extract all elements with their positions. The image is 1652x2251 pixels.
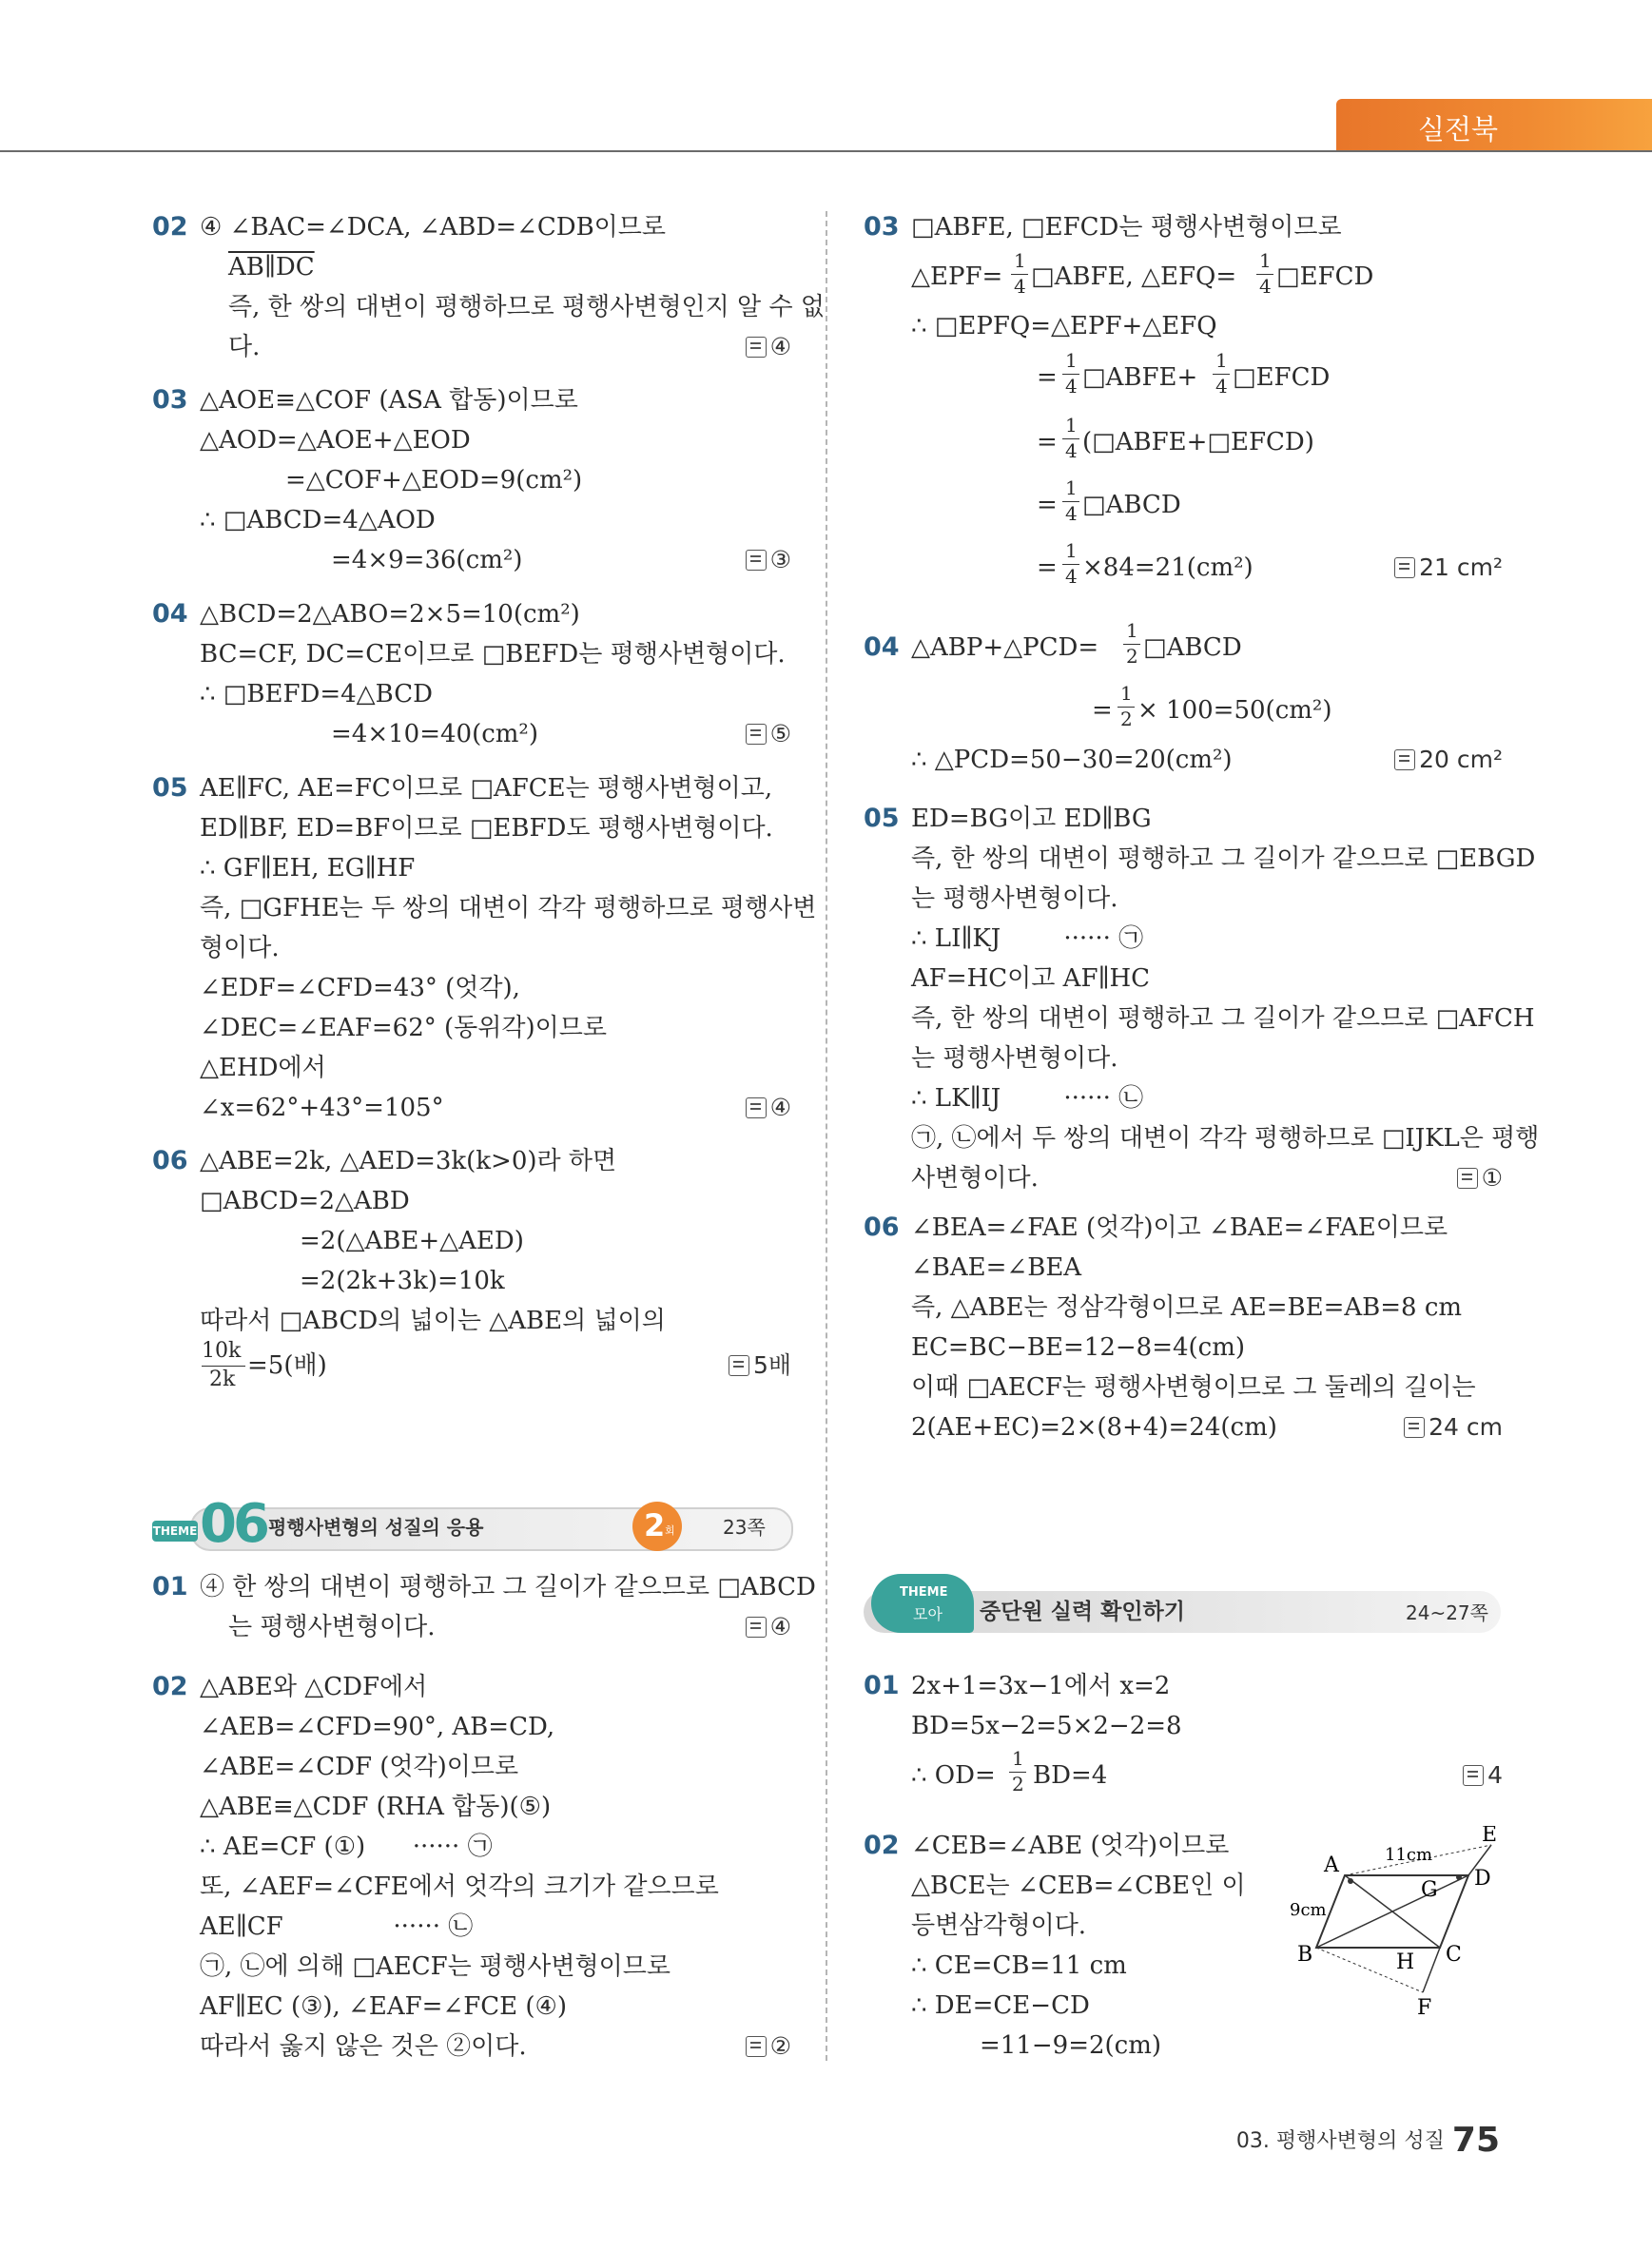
line: ∴ □ABCD=4△AOD — [200, 506, 436, 534]
fraction-denominator: 2k — [209, 1368, 236, 1391]
answer-icon — [746, 1617, 767, 1638]
line: □ABCD=2△ABD — [200, 1187, 410, 1215]
length-top: 11cm — [1385, 1845, 1433, 1865]
line: 2x+1=3x−1에서 x=2 — [911, 1672, 1171, 1700]
line: BD=4 — [1033, 1761, 1108, 1790]
line: 등변삼각형이다. — [911, 1911, 1087, 1940]
answer-value: ③ — [769, 546, 791, 573]
fraction-numerator: 1 — [1014, 249, 1026, 272]
line: ∠EDF=∠CFD=43° (엇각), — [200, 974, 520, 1002]
fraction-denominator: 4 — [1259, 275, 1272, 298]
answer-icon — [746, 550, 767, 571]
fraction-denominator: 4 — [1065, 439, 1078, 462]
answer — [729, 1346, 791, 1386]
line: =5(배) — [247, 1351, 327, 1380]
line: ㉠, ㉡에서 두 쌍의 대변이 각각 평행하므로 □IJKL은 평행 — [911, 1124, 1540, 1153]
theme-title: 중단원 실력 확인하기 — [980, 1600, 1185, 1624]
line: ∴ GF∥EH, EG∥HF — [200, 854, 416, 883]
line: □ABFE, △EFQ= — [1031, 262, 1237, 291]
fraction-numerator: 1 — [1012, 1747, 1024, 1770]
label-g: G — [1421, 1878, 1438, 1902]
line: △ABE와 △CDF에서 — [200, 1673, 428, 1701]
answer-value: ④ — [769, 333, 791, 360]
line: =4×9=36(cm²) — [331, 546, 523, 574]
line: BC=CF, DC=CE이므로 □BEFD는 평행사변형이다. — [200, 640, 786, 669]
round-number: 2 — [644, 1507, 666, 1543]
fraction-denominator: 2 — [1120, 708, 1133, 730]
answer — [1457, 1158, 1503, 1198]
theme-badge-label: THEME — [900, 1585, 948, 1600]
line: ×84=21(cm²) — [1082, 553, 1254, 582]
fraction-bar — [202, 1366, 245, 1367]
column-divider — [826, 211, 827, 2061]
answer — [1394, 548, 1503, 588]
line: △AOD=△AOE+△EOD — [200, 426, 471, 455]
page-footer — [1236, 2121, 1500, 2160]
answer-value: 21 cm² — [1419, 553, 1503, 581]
line: □EFCD — [1276, 262, 1374, 291]
fraction-denominator: 2 — [1126, 645, 1138, 668]
fraction-numerator: 1 — [1126, 619, 1138, 642]
problem-number: 03 — [152, 385, 188, 415]
line: ∠BAE=∠BEA — [911, 1253, 1082, 1282]
line: ∴ CE=CB=11 cm — [911, 1951, 1127, 1980]
line: 다. — [228, 333, 261, 361]
equals: = — [1037, 363, 1058, 392]
answer-value: ② — [769, 2032, 791, 2060]
problem-number: 02 — [152, 1672, 188, 1701]
line: △EHD에서 — [200, 1054, 326, 1082]
line: 2(AE+EC)=2×(8+4)=24(cm) — [911, 1413, 1277, 1442]
label-e: E — [1482, 1826, 1498, 1847]
answer — [1463, 1756, 1503, 1795]
header-rule — [0, 150, 1652, 152]
answer-icon — [1457, 1168, 1478, 1189]
line: ∠BEA=∠FAE (엇각)이고 ∠BAE=∠FAE이므로 — [911, 1213, 1448, 1242]
answer-icon — [1394, 557, 1415, 578]
fraction-denominator: 2 — [1012, 1773, 1024, 1795]
line: ∠DEC=∠EAF=62° (동위각)이므로 — [200, 1014, 607, 1042]
line: BD=5x−2=5×2−2=8 — [911, 1712, 1182, 1740]
answer — [746, 540, 791, 580]
page-number: 75 — [1451, 2121, 1500, 2160]
line: 즉, 한 쌍의 대변이 평행하고 그 길이가 같으므로 □AFCH — [911, 1004, 1535, 1033]
problem-number: 02 — [864, 1831, 900, 1860]
header-tab-label: 실전북 — [1418, 113, 1499, 146]
answer-value: 5배 — [752, 1351, 791, 1379]
line: × 100=50(cm²) — [1137, 696, 1332, 725]
line: 따라서 옳지 않은 것은 ②이다. — [200, 2032, 527, 2061]
line: AE∥CF ······ ㉡ — [200, 1912, 474, 1941]
fraction-numerator: 1 — [1065, 539, 1078, 562]
line: 사변형이다. — [911, 1164, 1039, 1193]
fraction-denominator: 4 — [1065, 375, 1078, 398]
theme-page: 24~27쪽 — [1406, 1601, 1488, 1624]
answer — [746, 327, 791, 367]
problem-number: 06 — [864, 1213, 900, 1242]
problem-number: 01 — [152, 1572, 188, 1601]
equals: = — [1037, 553, 1058, 582]
line: 즉, □GFHE는 두 쌍의 대변이 각각 평행하므로 평행사변 — [200, 894, 817, 922]
fraction-numerator: 1 — [1120, 682, 1133, 705]
line: ④ 한 쌍의 대변이 평행하고 그 길이가 같으므로 □ABCD — [200, 1573, 816, 1601]
label-d: D — [1474, 1867, 1491, 1891]
theme-title: 평행사변형의 성질의 응용 — [268, 1516, 484, 1539]
answer — [746, 1088, 791, 1128]
theme-06-header — [152, 1493, 791, 1555]
theme-number: 06 — [200, 1493, 266, 1555]
footer-chapter: 03. 평행사변형의 성질 — [1235, 2129, 1445, 2153]
line: ∠x=62°+43°=105° — [200, 1094, 444, 1122]
fraction-numerator: 1 — [1259, 249, 1272, 272]
line: 이때 □AECF는 평행사변형이므로 그 둘레의 길이는 — [911, 1373, 1476, 1402]
line: 는 평행사변형이다. — [228, 1613, 436, 1641]
line: ∴ OD= — [911, 1761, 996, 1790]
line: (□ABFE+□EFCD) — [1082, 428, 1314, 456]
line: =2(△ABE+△AED) — [300, 1227, 524, 1255]
line: 즉, 한 쌍의 대변이 평행하고 그 길이가 같으므로 □EBGD — [911, 844, 1536, 873]
theme-page: 23쪽 — [723, 1516, 766, 1539]
problem-number: 04 — [152, 599, 188, 629]
answer — [746, 714, 791, 754]
answer-value: 24 cm — [1428, 1413, 1503, 1441]
problem-number: 04 — [864, 632, 900, 662]
line: ∠CEB=∠ABE (엇각)이므로 — [911, 1832, 1230, 1860]
fraction-denominator: 4 — [1065, 502, 1078, 525]
line: 형이다. — [200, 934, 280, 962]
answer — [746, 1607, 791, 1647]
equals: = — [1037, 491, 1058, 519]
line: =11−9=2(cm) — [980, 2031, 1162, 2060]
line: △ABE=2k, △AED=3k(k>0)라 하면 — [200, 1147, 617, 1175]
line: 는 평행사변형이다. — [911, 1044, 1118, 1073]
fraction-numerator: 1 — [1065, 349, 1078, 372]
round-suffix: 회 — [665, 1524, 675, 1537]
line: □ABFE+ — [1082, 363, 1198, 392]
problem-number: 05 — [152, 773, 188, 803]
length-left: 9cm — [1290, 1900, 1327, 1920]
line: =△COF+△EOD=9(cm²) — [285, 466, 583, 495]
answer-value: 20 cm² — [1419, 746, 1503, 773]
line: △ABP+△PCD= — [911, 633, 1099, 662]
line: ∴ DE=CE−CD — [911, 1991, 1090, 2020]
fraction-denominator: 4 — [1215, 375, 1228, 398]
problem-number: 02 — [152, 212, 188, 242]
answer-icon — [1394, 749, 1415, 770]
line: △EPF= — [911, 262, 1003, 291]
problem-number: 05 — [864, 804, 900, 833]
label-b: B — [1297, 1943, 1313, 1967]
fraction-denominator: 4 — [1014, 275, 1026, 298]
line: 따라서 □ABCD의 넓이는 △ABE의 넓이의 — [200, 1307, 666, 1335]
header-tab — [1336, 99, 1652, 150]
label-h: H — [1396, 1950, 1415, 1974]
line: ∴ △PCD=50−30=20(cm²) — [911, 746, 1233, 774]
theme-badge-label2: 모아 — [913, 1605, 943, 1623]
answer-value: ④ — [769, 1094, 791, 1121]
fraction-denominator: 4 — [1065, 565, 1078, 588]
answer-icon — [746, 724, 767, 745]
equals: = — [1037, 428, 1058, 456]
line: □EFCD — [1233, 363, 1331, 392]
answer-icon — [746, 2036, 767, 2057]
line: =2(2k+3k)=10k — [300, 1267, 505, 1295]
answer-value: 4 — [1487, 1761, 1503, 1789]
answer-icon — [1404, 1417, 1425, 1438]
equals: = — [1092, 696, 1113, 725]
answer — [1404, 1407, 1503, 1447]
line: EC=BC−BE=12−8=4(cm) — [911, 1333, 1246, 1362]
answer-value: ⑤ — [769, 720, 791, 747]
line: □ABCD — [1082, 491, 1181, 519]
line: AE∥FC, AE=FC이므로 □AFCE는 평행사변형이고, — [200, 774, 773, 803]
line: ∴ LK∥IJ ······ ㉡ — [911, 1084, 1144, 1113]
problem-number: 01 — [864, 1671, 900, 1700]
line: 는 평행사변형이다. — [911, 884, 1118, 913]
line: ∴ AE=CF (①) ······ ㉠ — [200, 1833, 493, 1861]
line: ED∥BF, ED=BF이므로 □EBFD도 평행사변형이다. — [200, 814, 773, 843]
line: 즉, 한 쌍의 대변이 평행하므로 평행사변형인지 알 수 없 — [228, 293, 825, 321]
parallelogram-figure — [1290, 1826, 1503, 2035]
line: ∴ LI∥KJ ······ ㉠ — [911, 924, 1144, 953]
fraction-numerator: 10k — [202, 1339, 242, 1363]
line: ∴ □EPFQ=△EPF+△EFQ — [911, 312, 1217, 340]
answer — [746, 2027, 791, 2067]
line: △BCE는 ∠CEB=∠CBE인 이 — [911, 1872, 1246, 1900]
line: 또, ∠AEF=∠CFE에서 엇각의 크기가 같으므로 — [200, 1873, 719, 1901]
problem-number: 03 — [864, 212, 900, 242]
answer-icon — [746, 337, 767, 358]
label-a: A — [1324, 1853, 1339, 1877]
line: ④ ∠BAC=∠DCA, ∠ABD=∠CDB이므로 — [200, 213, 667, 242]
line: =4×10=40(cm²) — [331, 720, 538, 748]
line: ∴ □BEFD=4△BCD — [200, 680, 433, 708]
fraction-numerator: 1 — [1065, 476, 1078, 499]
line: AB∥DC — [228, 253, 315, 281]
line: △BCD=2△ABO=2×5=10(cm²) — [200, 600, 580, 629]
fraction-numerator: 1 — [1215, 349, 1228, 372]
line: △AOE≡△COF (ASA 합동)이므로 — [200, 386, 578, 415]
answer-icon — [1463, 1765, 1484, 1786]
theme-review-header — [864, 1574, 1503, 1640]
line: 즉, △ABE는 정삼각형이므로 AE=BE=AB=8 cm — [911, 1293, 1463, 1322]
line: ED=BG이고 ED∥BG — [911, 805, 1152, 833]
answer — [1394, 740, 1503, 780]
line: △ABE≡△CDF (RHA 합동)(⑤) — [200, 1793, 552, 1821]
line: ㉠, ㉡에 의해 □AECF는 평행사변형이므로 — [200, 1952, 671, 1981]
fraction-numerator: 1 — [1065, 414, 1078, 437]
line: ∠ABE=∠CDF (엇각)이므로 — [200, 1753, 519, 1781]
answer-icon — [746, 1097, 767, 1118]
answer-value: ④ — [769, 1613, 791, 1640]
line: □ABFE, □EFCD는 평행사변형이므로 — [911, 213, 1342, 242]
answer-value: ① — [1481, 1164, 1503, 1192]
line: AF∥EC (③), ∠EAF=∠FCE (④) — [200, 1992, 568, 2021]
line: ∠AEB=∠CFD=90°, AB=CD, — [200, 1713, 555, 1741]
label-c: C — [1446, 1943, 1462, 1967]
problem-number: 06 — [152, 1146, 188, 1175]
line: AF=HC이고 AF∥HC — [911, 964, 1151, 993]
line: □ABCD — [1143, 633, 1242, 662]
label-f: F — [1417, 1996, 1432, 2020]
answer-icon — [729, 1355, 749, 1376]
round-badge — [632, 1502, 682, 1551]
theme-badge: THEME — [152, 1521, 198, 1542]
